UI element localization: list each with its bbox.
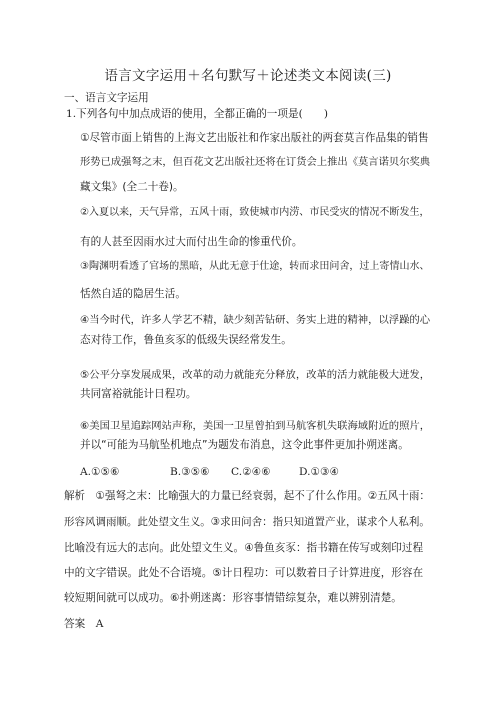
analysis-line-2: 形容风调雨顺。此处望文生义。③求田问舍：指只知道置产业，谋求个人私利。 — [64, 516, 430, 528]
item-3-line-2: 恬然自适的隐居生活。 — [80, 288, 186, 300]
analysis-line-5: 较短期间就可以成功。⑥扑朔迷离：形容事情错综复杂，难以辨别清楚。 — [64, 592, 402, 604]
option-c: C.②④⑥ — [231, 466, 271, 478]
page-title: 语言文字运用＋名句默写＋论述类文本阅读(三) — [104, 68, 392, 84]
analysis-line-3: 比喻没有远大的志向。此处望文生义。④鲁鱼亥豕：指书籍在传写或刻印过程 — [64, 542, 424, 554]
item-2-line-2: 有的人甚至因雨水过大而付出生命的惨重代价。 — [80, 236, 303, 248]
item-6-line-2: 并以“可能为马航坠机地点”为题发布消息，这令此事件更加扑朔迷离。 — [80, 439, 409, 451]
item-4-line-2: 态对待工作，鲁鱼亥豕的低级失误经常发生。 — [80, 334, 292, 346]
analysis-line-1: 解析 ①强弩之末：比喻强大的力量已经衰弱，起不了什么作用。②五风十雨： — [64, 490, 430, 502]
item-6-line-1: ⑥美国卫星追踪网站声称，美国一卫星曾拍到马航客机失联海域附近的照片， — [80, 420, 431, 432]
item-3-line-1: ③陶渊明看透了官场的黑暗，从此无意于仕途，转而求田问舍，过上寄情山水、 — [80, 261, 430, 272]
item-2-line-1: ②入夏以来，天气异常，五风十雨，致使城市内涝、市民受灾的情况不断发生， — [80, 207, 430, 218]
item-5-line-2: 共同富裕就能计日程功。 — [80, 388, 197, 400]
option-a: A.①⑤⑥ — [80, 466, 120, 478]
section-heading: 一、语言文字运用 — [64, 92, 149, 104]
answer: 答案 A — [64, 618, 104, 630]
analysis-line-4: 中的文字错误。此处不合语境。⑤计日程功：可以数着日子计算进度，形容在 — [64, 567, 424, 579]
item-4-line-1: ④当今时代，许多人学艺不精，缺少刻苦钻研、务实上进的精神，以浮躁的心 — [80, 314, 431, 326]
question-stem: 1.下列各句中加点成语的使用，全都正确的一项是( ) — [66, 108, 329, 120]
item-1-line-2: 形势已成强弩之末，但百花文艺出版社还将在订货会上推出《莫言诺贝尔奖典 — [80, 156, 431, 168]
item-1-line-3: 藏文集》(全二十卷)。 — [80, 181, 184, 193]
item-5-line-1: ⑤公平分享发展成果，改革的动力就能充分释放，改革的活力就能极大迸发， — [80, 369, 431, 381]
option-d: D.①③④ — [299, 466, 339, 478]
option-b: B.③⑤⑥ — [170, 466, 210, 478]
item-1-line-1: ①尽管市面上销售的上海文艺出版社和作家出版社的两套莫言作品集的销售 — [80, 132, 429, 144]
